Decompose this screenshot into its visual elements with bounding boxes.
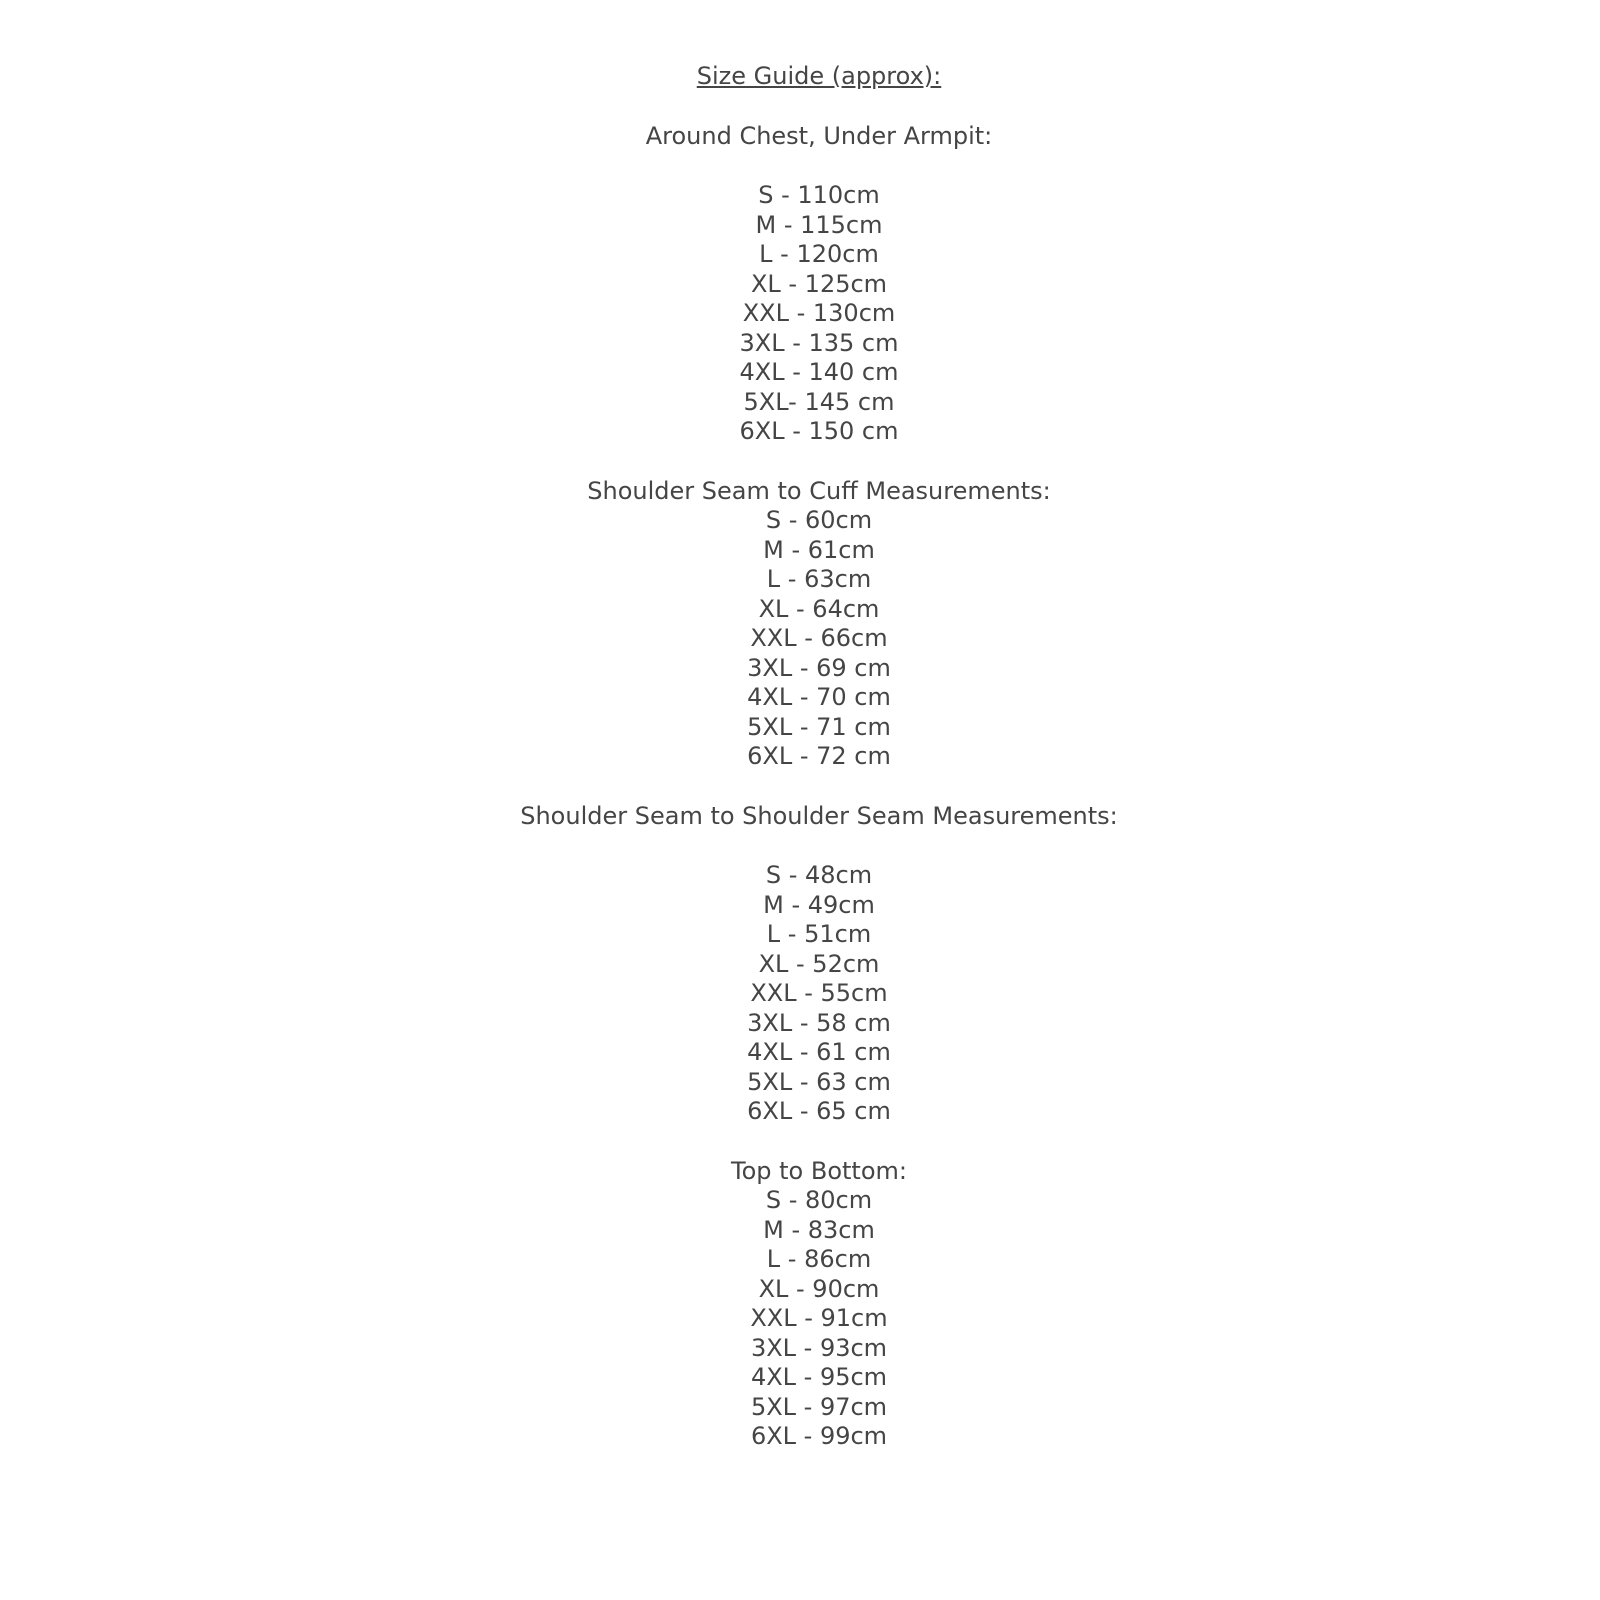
- section-heading-shoulder-to-shoulder: Shoulder Seam to Shoulder Seam Measurements:: [520, 801, 1118, 830]
- size-line: 6XL - 65 cm: [747, 1097, 891, 1125]
- section-list-around-chest: [38, 181, 1600, 447]
- section-shoulder-to-cuff: [38, 477, 1600, 772]
- size-line: L - 63cm: [766, 565, 872, 593]
- size-line: 6XL - 150 cm: [739, 417, 899, 445]
- section-heading-shoulder-to-cuff: Shoulder Seam to Cuff Measurements:: [587, 476, 1051, 505]
- size-line: S - 110cm: [758, 181, 880, 209]
- size-line: 5XL - 97cm: [750, 1392, 888, 1421]
- size-line: XL - 52cm: [758, 949, 880, 978]
- size-line: 6XL - 72 cm: [747, 742, 891, 770]
- size-line: 3XL - 93cm: [750, 1333, 888, 1362]
- size-line: XL - 90cm: [758, 1274, 880, 1303]
- size-line: XXL - 55cm: [750, 979, 888, 1007]
- size-line: 4XL - 61 cm: [747, 1038, 891, 1066]
- size-line: 5XL - 63 cm: [747, 1067, 891, 1096]
- size-line: XXL - 66cm: [750, 624, 888, 652]
- size-line: M - 115cm: [755, 210, 883, 239]
- page-title: Size Guide (approx):: [696, 62, 942, 90]
- size-line: XXL - 130cm: [742, 299, 896, 327]
- section-top-to-bottom: [38, 1157, 1600, 1452]
- size-line: S - 48cm: [765, 861, 873, 889]
- section-heading-top-to-bottom: Top to Bottom:: [731, 1156, 907, 1185]
- size-line: L - 86cm: [766, 1245, 872, 1273]
- size-line: 3XL - 135 cm: [739, 328, 899, 357]
- section-list-shoulder-to-shoulder: [38, 861, 1600, 1127]
- size-line: 3XL - 69 cm: [747, 653, 891, 682]
- size-line: 6XL - 99cm: [750, 1422, 888, 1450]
- size-line: L - 120cm: [759, 240, 879, 268]
- size-line: M - 83cm: [763, 1215, 875, 1244]
- section-heading-around-chest: Around Chest, Under Armpit:: [645, 121, 993, 150]
- size-line: 4XL - 140 cm: [739, 358, 899, 386]
- size-line: S - 80cm: [765, 1186, 873, 1214]
- size-line: XL - 64cm: [758, 594, 880, 623]
- size-line: L - 51cm: [766, 920, 872, 948]
- size-line: M - 49cm: [763, 890, 875, 919]
- size-line: 5XL - 71 cm: [747, 712, 891, 741]
- size-line: XXL - 91cm: [750, 1304, 888, 1332]
- size-line: XL - 125cm: [750, 269, 888, 298]
- size-line: M - 61cm: [763, 535, 875, 564]
- size-line: S - 60cm: [765, 506, 873, 534]
- size-line: 4XL - 95cm: [750, 1363, 888, 1391]
- size-line: 3XL - 58 cm: [747, 1008, 891, 1037]
- size-line: 5XL- 145 cm: [743, 387, 895, 416]
- size-line: 4XL - 70 cm: [747, 683, 891, 711]
